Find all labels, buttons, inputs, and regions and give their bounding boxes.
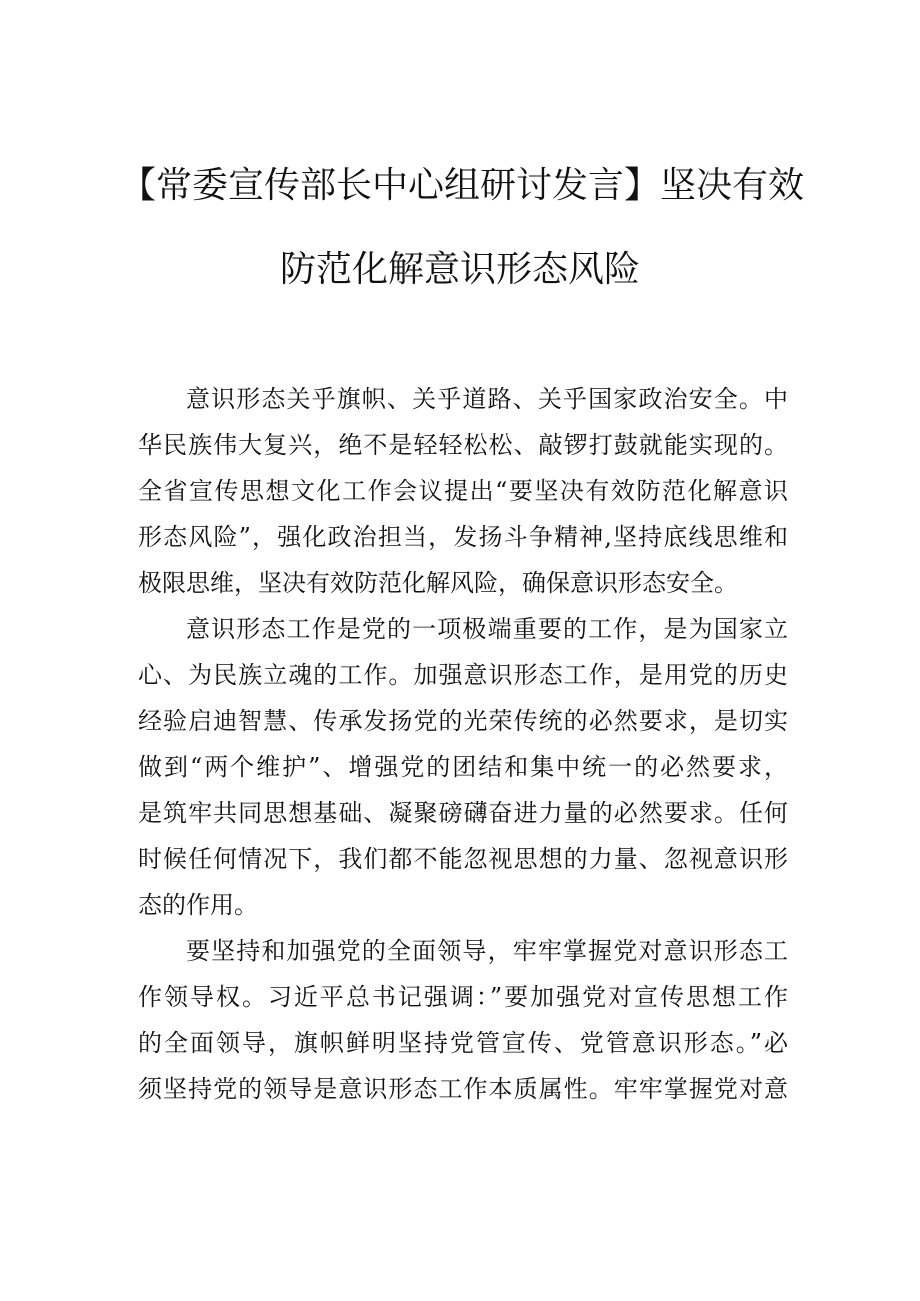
document-title-line-2: 防范化解意识形态风险 [279,249,640,290]
paragraph-line: 全省宣传思想文化工作会议提出“要坚决有效防范化解意识 [138,477,788,505]
paragraph-line: 意识形态关乎旗帜、关乎道路、关乎国家政治安全。中 [186,385,788,413]
document-body [138,376,788,1112]
paragraph-line: 意识形态工作是党的一项极端重要的工作，是为国家立 [186,615,788,643]
paragraph-line: 的全面领导，旗帜鲜明坚持党管宣传、党管意识形态。”必 [138,1029,788,1057]
paragraph-line: 华民族伟大复兴，绝不是轻轻松松、敲锣打鼓就能实现的。 [138,431,788,459]
paragraph-line: 形态风险”，强化政治担当，发扬斗争精神,坚持底线思维和 [138,523,788,551]
paragraph-1 [138,376,788,606]
paragraph-2 [138,606,788,928]
paragraph-line: 心、为民族立魂的工作。加强意识形态工作，是用党的历史 [138,661,788,689]
paragraph-line: 极限思维，坚决有效防范化解风险，确保意识形态安全。 [138,569,738,597]
paragraph-line: 是筑牢共同思想基础、凝聚磅礴奋进力量的必然要求。任何 [138,799,788,827]
paragraph-line: 要坚持和加强党的全面领导，牢牢掌握党对意识形态工 [186,937,788,965]
paragraph-3 [138,928,788,1112]
paragraph-line: 经验启迪智慧、传承发扬党的光荣传统的必然要求，是切实 [138,707,788,735]
paragraph-line: 做到“两个维护”、增强党的团结和集中统一的必然要求， [138,753,788,781]
paragraph-line: 须坚持党的领导是意识形态工作本质属性。牢牢掌握党对意 [138,1075,788,1103]
paragraph-line: 时候任何情况下，我们都不能忽视思想的力量、忽视意识形 [138,845,788,873]
document-title-line-1: 【常委宣传部长中心组研讨发言】坚决有效 [120,165,805,206]
paragraph-line: 态的作用。 [138,891,258,919]
paragraph-line: 作领导权。习近平总书记强调：”要加强党对宣传思想工作 [138,983,788,1011]
